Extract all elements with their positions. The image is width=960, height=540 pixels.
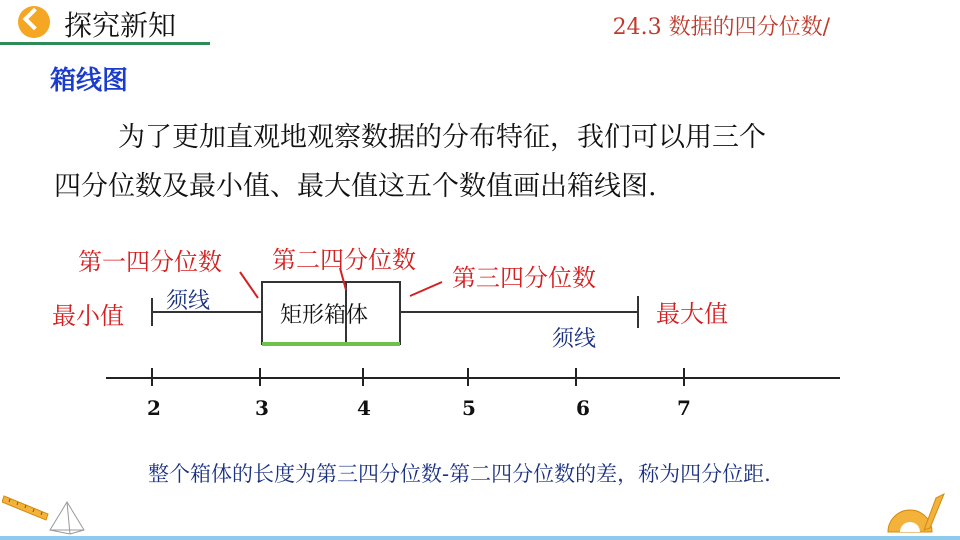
section-title: 箱线图: [50, 66, 129, 96]
footer-note: 整个箱体的长度为第三四分位数-第二四分位数的差，称为四分位距.: [148, 462, 771, 486]
bottom-bar: [0, 536, 960, 540]
ruler-icon: [2, 492, 50, 522]
tick-label-7: 7: [677, 396, 691, 420]
tick-label-2: 2: [147, 396, 161, 420]
header-title: 探究新知: [64, 9, 177, 42]
paragraph-line-1: 为了更加直观地观察数据的分布特征，我们可以用三个: [118, 122, 766, 153]
tick-label-3: 3: [255, 396, 269, 420]
label-min: 最小值: [52, 302, 124, 330]
q1-leader-line: [240, 272, 258, 298]
label-q2: 第二四分位数: [272, 246, 416, 274]
pyramid-icon: [48, 500, 86, 536]
label-whisker-right: 须线: [552, 327, 597, 352]
geometry-tools-icon: [884, 492, 954, 534]
label-box: 矩形箱体: [280, 303, 369, 328]
lesson-title: 24.3 数据的四分位数/: [612, 15, 830, 40]
tick-label-6: 6: [576, 396, 590, 420]
q3-leader-line: [410, 282, 442, 296]
label-max: 最大值: [656, 300, 728, 328]
tick-label-4: 4: [357, 396, 371, 420]
paragraph-line-2: 四分位数及最小值、最大值这五个数值画出箱线图.: [54, 171, 657, 202]
tick-label-5: 5: [462, 396, 476, 420]
label-q1: 第一四分位数: [78, 248, 222, 276]
label-whisker-left: 须线: [166, 289, 211, 314]
label-q3: 第三四分位数: [452, 264, 596, 292]
